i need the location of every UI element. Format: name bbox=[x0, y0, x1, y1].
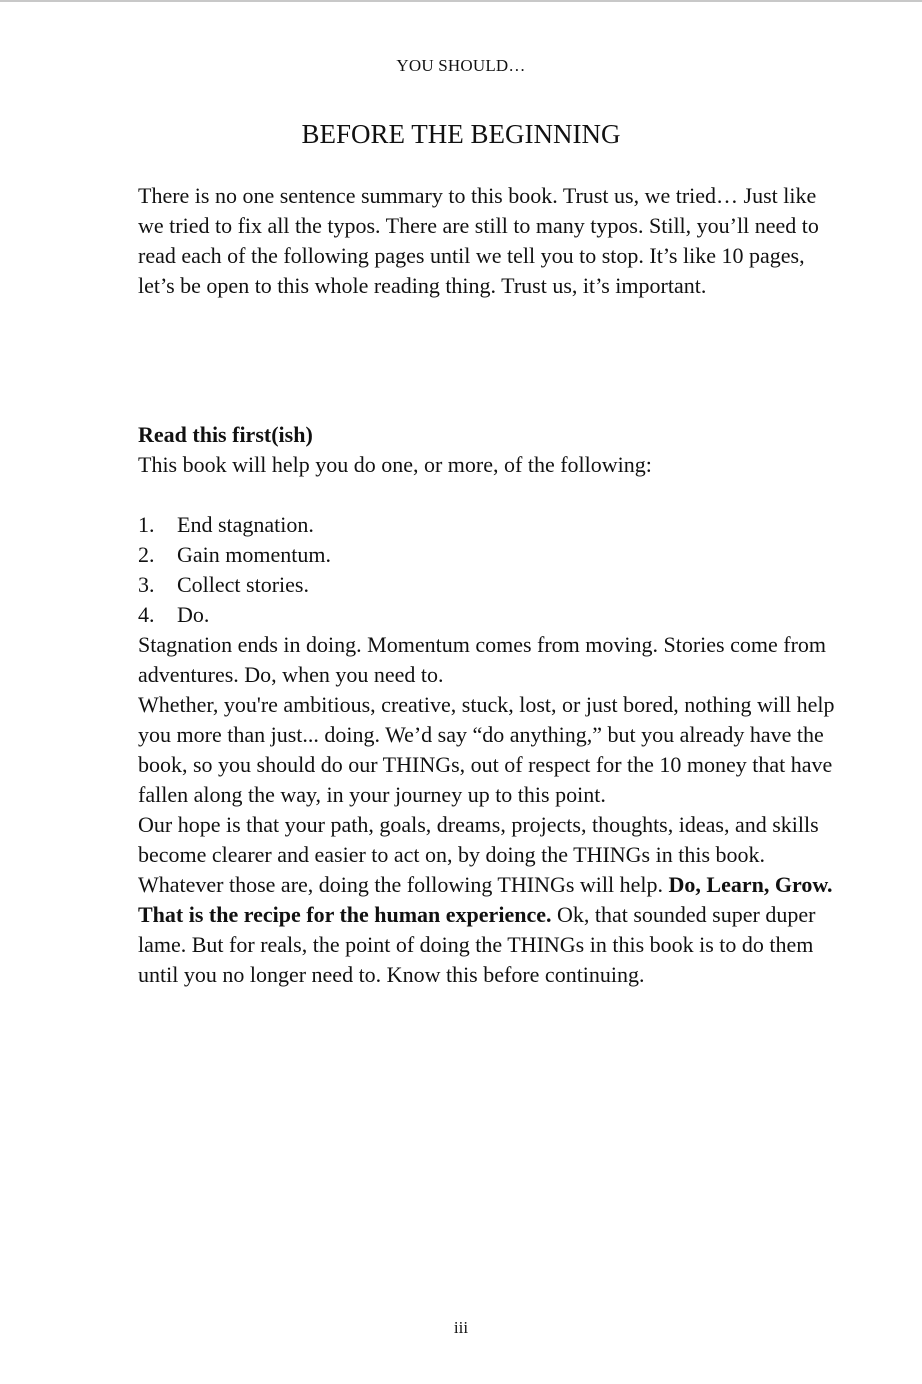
list-item bbox=[138, 570, 838, 600]
page-number: iii bbox=[453, 1318, 469, 1337]
goals-list bbox=[138, 510, 838, 630]
list-item-text: Do. bbox=[177, 602, 210, 627]
list-item bbox=[138, 600, 838, 630]
paragraph-our-hope-start: Our hope is that your path, goals, dreams, projects, thoughts, ideas, and skills become clearer and easier to act on, by doing the THINGs in this book. Whatever those are, doing the following THINGs will help. bbox=[138, 812, 819, 897]
list-item-number: 4. bbox=[138, 602, 155, 627]
intro-paragraph: There is no one sentence summary to this book. Trust us, we tried… Just like we tried to fix all the typos. There are still to many typos. Still, you’ll need to read each of the following pages until we tell you to stop. It’s like 10 pages, let’s be open to this whole reading thing. Trust us, it’s important. bbox=[138, 183, 819, 298]
section-heading: Read this first(ish) bbox=[138, 422, 313, 447]
list-item-text: Gain momentum. bbox=[177, 542, 331, 567]
list-item-number: 3. bbox=[138, 572, 155, 597]
paragraph-our-hope-bold: Do, Learn, Grow. That is the recipe for the human experience. bbox=[138, 872, 833, 927]
list-item-text: Collect stories. bbox=[177, 572, 309, 597]
paragraph-our-hope-end: Ok, that sounded super duper lame. But for reals, the point of doing the THINGs in this book is to do them until you no longer need to. Know this before continuing. bbox=[138, 902, 816, 987]
chapter-title: BEFORE THE BEGINNING bbox=[301, 119, 621, 149]
top-border bbox=[0, 0, 922, 2]
list-item bbox=[138, 540, 838, 570]
list-item-number: 2. bbox=[138, 542, 155, 567]
intro-section bbox=[138, 181, 838, 301]
paragraph-stagnation: Stagnation ends in doing. Momentum comes from moving. Stories come from adventures. Do, when you need to. bbox=[138, 632, 827, 687]
list-item bbox=[138, 510, 838, 540]
list-item-text: End stagnation. bbox=[177, 512, 314, 537]
read-first-section bbox=[138, 420, 838, 990]
list-item-number: 1. bbox=[138, 512, 155, 537]
section-lead: This book will help you do one, or more, of the following: bbox=[138, 452, 652, 477]
running-head: YOU SHOULD… bbox=[396, 56, 526, 75]
paragraph-our-hope bbox=[138, 810, 838, 990]
paragraph-whether: Whether, you're ambitious, creative, stuck, lost, or just bored, nothing will help you more than just... doing. We’d say “do anything,” but you already have the book, so you should do our THINGs, out of respect for the 10 money that have fallen along the way, in your journey up to this point. bbox=[138, 692, 835, 807]
